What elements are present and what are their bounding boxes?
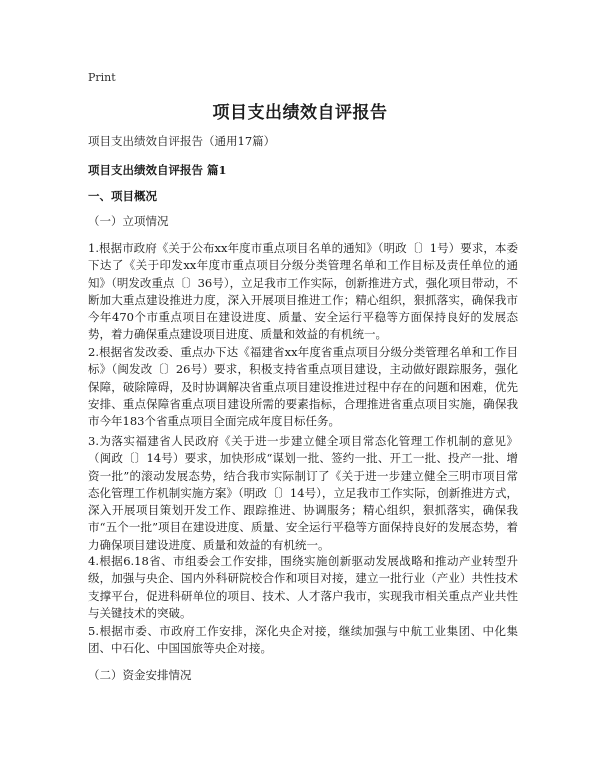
- print-label: Print: [88, 71, 116, 84]
- paragraph-2: 2.根据省发改委、重点办下达《福建省xx年度省重点项目分级分类管理名单和工作目标》（闽发改〔〕26号）要求，积极支持省重点项目建设，主动做好跟踪服务，强化保障，破除障碍，及时协调解决省重点项目建设推进过程中存在的问题和困难，优先安排、重点保障省重点项目建设所需的要素指标，合理推进省重点项目实施，确保我市今年183个省重点项目全面完成年度目标任务。: [88, 345, 518, 429]
- paragraph-1: 1.根据市政府《关于公布xx年度市重点项目名单的通知》（明政〔〕1号）要求，本委下达了《关于印发xx年度市重点项目分级分类管理名单和工作目标及责任单位的通知》（明发改重点〔〕36号），立足我市工作实际，创新推进方式，强化项目带动，不断加大重点建设推进力度，深入开展项目推进工作；精心组织，狠抓落实，确保我市今年470个市重点项目在建设进度、质量、安全运行平稳等方面保持良好的发展态势，着力确保重点建设项目进度、质量和效益的有机统一。: [88, 241, 518, 342]
- section-heading-overview: 一、项目概况: [88, 189, 157, 203]
- subsection-heading-funding: （二）资金安排情况: [88, 668, 192, 682]
- subsection-heading-setup: （一）立项情况: [88, 214, 169, 228]
- page-title: 项目支出绩效自评报告: [212, 103, 388, 123]
- article-heading: 项目支出绩效自评报告 篇1: [88, 163, 227, 177]
- document-subtitle: 项目支出绩效自评报告（通用17篇）: [88, 134, 276, 148]
- paragraph-4: 4.根据6.18省、市组委会工作安排，围绕实施创新驱动发展战略和推动产业转型升级，加强与央企、国内外科研院校合作和项目对接，建立一批行业（产业）共性技术支撑平台，促进科研单位的项目、技术、人才落户我市，实现我市相关重点产业共性与关键技术的突破。: [88, 554, 518, 620]
- paragraph-3: 3.为落实福建省人民政府《关于进一步建立健全项目常态化管理工作机制的意见》（闽政〔〕14号）要求，加快形成“谋划一批、签约一批、开工一批、投产一批、增资一批”的滚动发展态势，结合我市实际制订了《关于进一步建立健全三明市项目常态化管理工作机制实施方案》（明政〔〕14号），立足我市工作实际，创新推进方式，深入开展项目策划开发工作、跟踪推进、协调服务；精心组织，狠抓落实，确保我市“五个一批”项目在建设进度、质量、安全运行平稳等方面保持良好的发展态势，着力确保项目建设进度、质量和效益的有机统一。: [88, 434, 518, 552]
- paragraph-5: 5.根据市委、市政府工作安排，深化央企对接，继续加强与中航工业集团、中化集团、中石化、中国国旅等央企对接。: [88, 624, 518, 656]
